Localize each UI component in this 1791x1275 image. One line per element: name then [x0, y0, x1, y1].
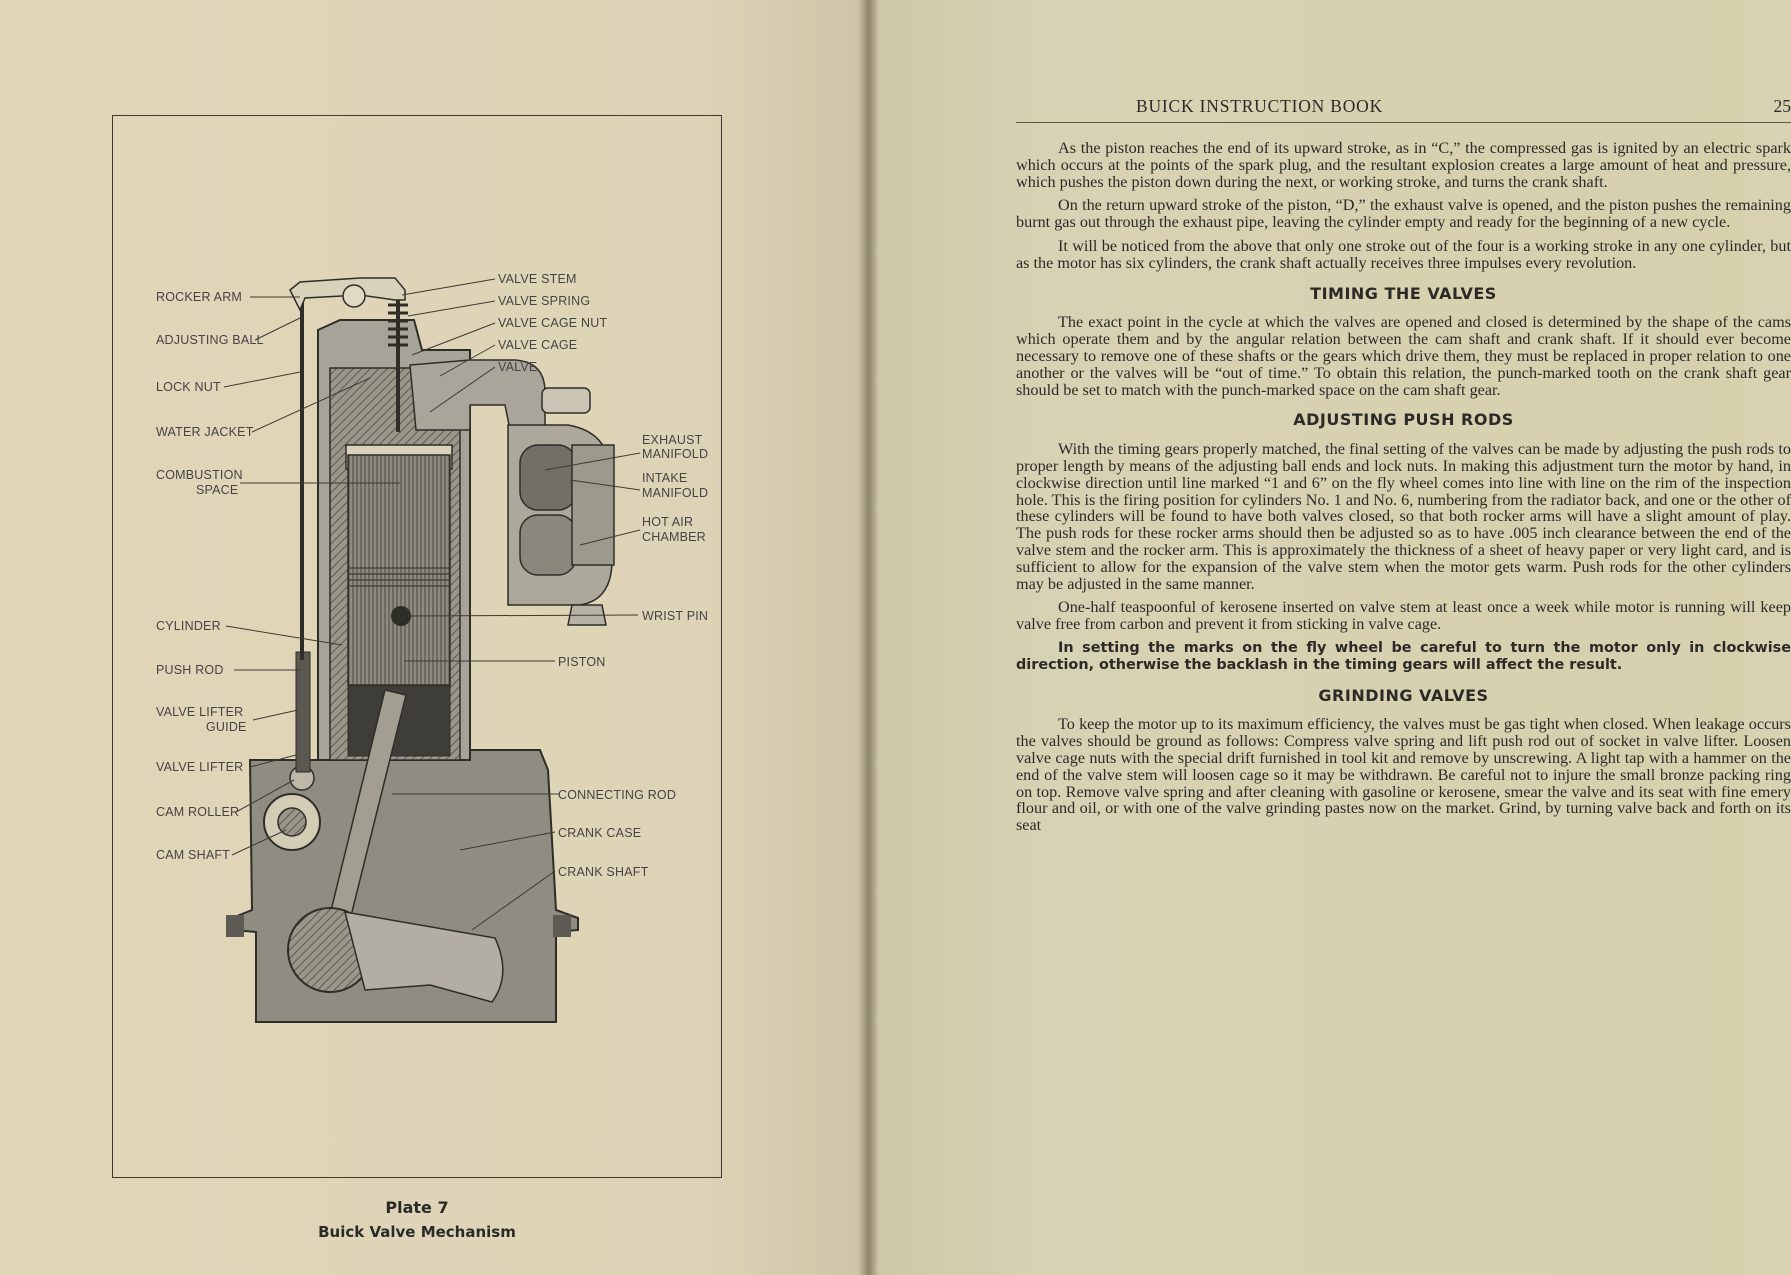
- label-piston: PISTON: [558, 655, 606, 669]
- label-valve-cage: VALVE CAGE: [498, 338, 578, 352]
- hot-air-chamber-shape: [572, 445, 614, 565]
- paragraph: One-half teaspoonful of kerosene inserted on valve stem at least once a week while motor is running will keep valve free from carbon and prevent it from sticking in valve cage.: [1016, 598, 1791, 634]
- label-adjusting-ball: ADJUSTING BALL: [156, 333, 264, 347]
- label-crank-case: CRANK CASE: [558, 826, 642, 840]
- label-connecting-rod: CONNECTING ROD: [558, 788, 677, 802]
- plate-number: Plate 7: [385, 1198, 449, 1217]
- paragraph: As the piston reaches the end of its upward stroke, as in “C,” the compressed gas is ignited by an electric spark which occurs at the points of the spark plug, and the resultant explosion creates a large amount of heat and pressure, which pushes the piston down during the next, or working stroke, and turns the crank shaft.: [1016, 139, 1791, 191]
- label-rocker-arm: ROCKER ARM: [156, 290, 243, 304]
- label-hot-air-chamber-2: CHAMBER: [642, 530, 706, 544]
- label-valve-spring: VALVE SPRING: [498, 294, 591, 308]
- label-valve-cage-nut: VALVE CAGE NUT: [498, 316, 608, 330]
- label-wrist-pin: WRIST PIN: [642, 609, 709, 623]
- running-head: [1016, 94, 1791, 123]
- label-valve: VALVE: [498, 360, 538, 374]
- label-combustion-space-1: COMBUSTION: [156, 468, 243, 482]
- label-push-rod: PUSH ROD: [156, 663, 224, 677]
- right-page: [876, 0, 1791, 1275]
- paragraph: The exact point in the cycle at which the valves are opened and closed is determined by the shape of the cams which operate them and by the angular relation between the cam shaft and crank shaft. If it should ever become necessary to remove one of these shafts or the gears which drive them, they must be replaced in proper relation to one another or the valves will be “out of time.” To obtain this relation, the punch-marked tooth on the crank shaft gear should be set to match with the punch-marked space on the cam shaft gear.: [1016, 313, 1791, 399]
- valve-mechanism-diagram: [0, 0, 868, 1275]
- label-combustion-space-2: SPACE: [196, 483, 239, 497]
- label-hot-air-chamber-1: HOT AIR: [642, 515, 694, 529]
- bold-note: In setting the marks on the fly wheel be careful to turn the motor only in clockwise direction, otherwise the backlash in the timing gears will affect the result.: [1016, 639, 1791, 673]
- paragraph: On the return upward stroke of the piston, “D,” the exhaust valve is opened, and the piston pushes the remaining burnt gas out through the exhaust pipe, leaving the cylinder empty and ready for the beginning of a new cycle.: [1016, 196, 1791, 232]
- label-cam-shaft: CAM SHAFT: [156, 848, 231, 862]
- label-intake-manifold-2: MANIFOLD: [642, 486, 709, 500]
- label-valve-lifter: VALVE LIFTER: [156, 760, 244, 774]
- label-lock-nut: LOCK NUT: [156, 380, 221, 394]
- section-heading-grinding: GRINDING VALVES: [1318, 685, 1489, 705]
- left-page: [0, 0, 868, 1275]
- paragraph: It will be noticed from the above that only one stroke out of the four is a working stroke in any one cylinder, but as the motor has six cylinders, the crank shaft actually receives three impulses every revolution.: [1016, 236, 1791, 272]
- intake-manifold-shape: [520, 515, 576, 575]
- label-cylinder: CYLINDER: [156, 619, 221, 633]
- label-intake-manifold-1: INTAKE: [642, 471, 688, 485]
- label-valve-lifter-guide-1: VALVE LIFTER: [156, 705, 244, 719]
- label-crank-shaft: CRANK SHAFT: [558, 865, 649, 879]
- piston-shape: [348, 455, 450, 685]
- paragraph: With the timing gears properly matched, the final setting of the valves can be made by adjusting the push rods to proper length by means of the adjusting ball ends and lock nuts. In making this adjustment turn the motor by hand, in clockwise direction until line marked “1 and 6” on the fly wheel comes into line with line on the rim of the inspection hole. This is the firing position for cylinders No. 1 and No. 6, numbering from the radiator back, and one or the other of these cylinders will be found to have both valves closed, so that both rocker arms will have a slight amount of play. The push rods for these rocker arms should then be adjusted so as to have .005 inch clearance between the end of the valve stem and the rocker arm. This is approximately the thickness of a sheet of heavy paper or very light card, and is sufficient to allow for the expansion of the valve stem when the motor gets warm. Push rods for the other cylinders may be adjusted in the same manner.: [1016, 440, 1791, 593]
- label-water-jacket: WATER JACKET: [156, 425, 254, 439]
- label-cam-roller: CAM ROLLER: [156, 805, 240, 819]
- label-valve-lifter-guide-2: GUIDE: [206, 720, 247, 734]
- section-heading-push-rods: ADJUSTING PUSH RODS: [1293, 410, 1514, 430]
- body-text: [1016, 140, 1791, 841]
- label-exhaust-manifold-1: EXHAUST: [642, 433, 703, 447]
- page-number: 25: [1773, 96, 1791, 116]
- section-heading-timing: TIMING THE VALVES: [1310, 283, 1497, 303]
- running-head-title: BUICK INSTRUCTION BOOK: [1136, 96, 1384, 116]
- label-exhaust-manifold-2: MANIFOLD: [642, 447, 709, 461]
- paragraph: To keep the motor up to its maximum efficiency, the valves must be gas tight when closed. When leakage occurs the valves should be ground as follows: Compress valve spring and lift push rod out of socket in valve lifter. Loosen valve cage nuts with the special drift furnished in tool kit and remove by unscrewing. A light tap with a hammer on the end of the valve stem will loosen cage so it may be withdrawn. Be careful not to injure the small bronze packing ring on top. Remove valve spring and after cleaning with gasoline or kerosene, smear the valve and its seat with fine emery flour and oil, or with one of the valve grinding pastes now on the market. Grind, by turning valve back and forth on its seat: [1016, 715, 1791, 835]
- plate-title: Buick Valve Mechanism: [318, 1223, 516, 1241]
- label-valve-stem: VALVE STEM: [498, 272, 577, 286]
